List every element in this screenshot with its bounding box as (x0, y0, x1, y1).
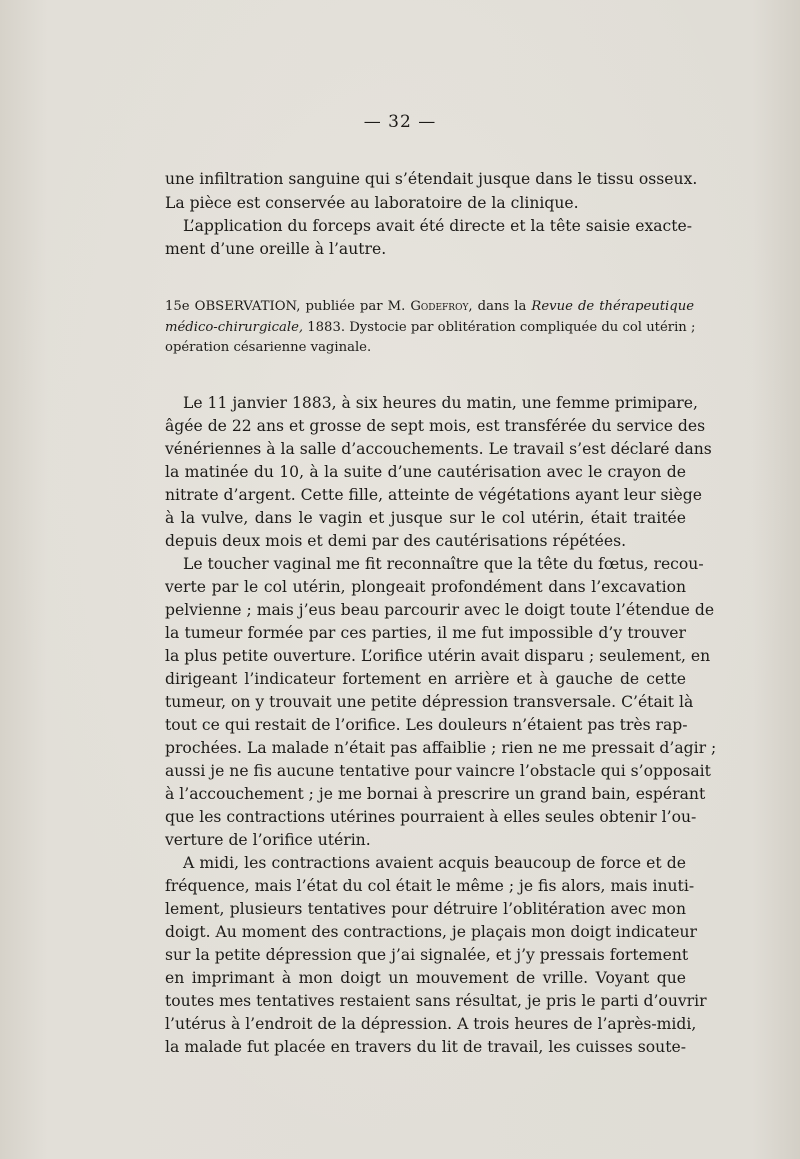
text-line: en imprimant à mon doigt un mouvement de vrille. Voyant que (165, 969, 686, 987)
observation-journal: Revue de thérapeutique (531, 299, 695, 314)
text-line: tout ce qui restait de l’orifice. Les douleurs n’étaient pas très rap- (165, 716, 688, 734)
text-line: ment d’une oreille à l’autre. (165, 240, 387, 258)
observation-number: 15e (165, 299, 190, 314)
observation-in-text: dans la (477, 299, 527, 314)
text-line: toutes mes tentatives restaient sans résultat, je pris le parti d’ouvrir (165, 992, 707, 1010)
observation-heading-line-3: opération césarienne vaginale. (165, 340, 372, 355)
text-line: à la vulve, dans le vagin et jusque sur le col utérin, était traitée (165, 509, 686, 527)
text-line: âgée de 22 ans et grosse de sept mois, est transférée du service des (165, 417, 706, 435)
text-line: tumeur, on y trouvait une petite dépression transversale. C’était là (165, 693, 694, 711)
text-line: sur la petite dépression que j’ai signalée, et j’y pressais fortement (165, 946, 689, 964)
text-line: Le 11 janvier 1883, à six heures du matin, une femme primipare, (183, 394, 698, 412)
observation-year: 1883. Dystocie par oblitération compliquée du col utérin ; (307, 320, 696, 335)
observation-author: Godefroy, (410, 299, 473, 314)
text-line: verte par le col utérin, plongeait profondément dans l’excavation (165, 578, 686, 596)
text-line: que les contractions utérines pourraient à elles seules obtenir l’ou- (165, 808, 697, 826)
text-line: fréquence, mais l’état du col était le même ; je fis alors, mais inuti- (165, 877, 695, 895)
text-line: la tumeur formée par ces parties, il me fut impossible d’y trouver (165, 624, 686, 642)
text-line: l’utérus à l’endroit de la dépression. A trois heures de l’après-midi, (165, 1015, 697, 1033)
text-line: dirigeant l’indicateur fortement en arrière et à gauche de cette (165, 670, 686, 688)
page-number: — 32 — (363, 112, 437, 132)
text-line: prochées. La malade n’était pas affaiblie ; rien ne me pressait d’agir ; (165, 739, 717, 757)
observation-heading-line-2 (165, 321, 694, 334)
text-line: A midi, les contractions avaient acquis beaucoup de force et de (183, 854, 686, 872)
text-line: la malade fut placée en travers du lit de travail, les cuisses soute- (165, 1038, 686, 1056)
observation-label: OBSERVATION, publiée par M. (194, 299, 406, 314)
text-line: nitrate d’argent. Cette fille, atteinte de végétations ayant leur siège (165, 486, 702, 504)
text-line: aussi je ne fis aucune tentative pour vaincre l’obstacle qui s’opposait (165, 762, 711, 780)
text-line: Le toucher vaginal me fit reconnaître que la tête du fœtus, recou- (183, 555, 704, 573)
text-line: vénériennes à la salle d’accouchements. Le travail s’est déclaré dans (165, 440, 712, 458)
text-line: lement, plusieurs tentatives pour détruire l’oblitération avec mon (165, 900, 686, 918)
observation-heading-line-1 (165, 300, 694, 313)
text-line: doigt. Au moment des contractions, je plaçais mon doigt indicateur (165, 923, 697, 941)
text-line: L’application du forceps avait été directe et la tête saisie exacte- (183, 217, 693, 235)
text-line: la matinée du 10, à la suite d’une cautérisation avec le crayon de (165, 463, 686, 481)
text-line: depuis deux mois et demi par des cautérisations répétées. (165, 532, 627, 550)
text-line: à l’accouchement ; je me bornai à prescrire un grand bain, espérant (165, 785, 706, 803)
text-line: une infiltration sanguine qui s’étendait jusque dans le tissu osseux. (165, 170, 698, 188)
observation-journal-cont: médico-chirurgicale, (165, 320, 304, 335)
text-line: La pièce est conservée au laboratoire de la clinique. (165, 194, 579, 212)
text-line: la plus petite ouverture. L’orifice utérin avait disparu ; seulement, en (165, 647, 711, 665)
text-line: verture de l’orifice utérin. (165, 831, 371, 849)
text-line: pelvienne ; mais j’eus beau parcourir avec le doigt toute l’étendue de (165, 601, 715, 619)
